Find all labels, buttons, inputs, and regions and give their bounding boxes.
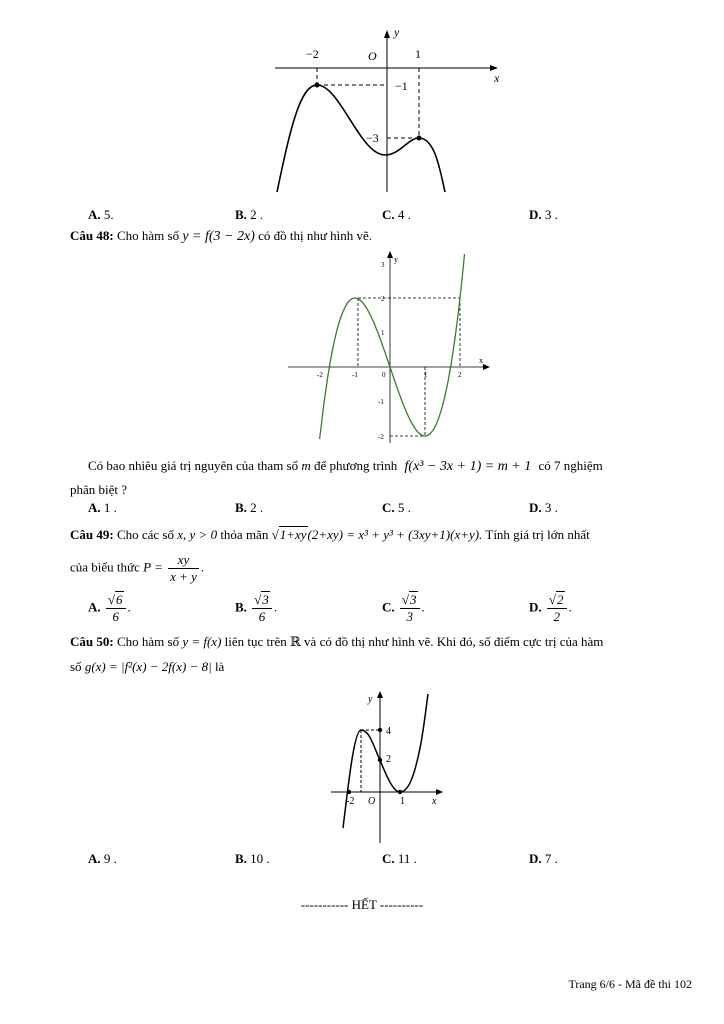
x-tick-1: 1 (424, 371, 428, 379)
x-tick-neg2: -2 (317, 371, 323, 379)
tick-neg3: −3 (366, 131, 379, 145)
q48-stem: Câu 48: Cho hàm số y = f(3 − 2x) có đồ thị như hình vẽ. (70, 228, 373, 244)
x-tick-2: 2 (458, 371, 462, 379)
y-axis-label: y (394, 255, 398, 264)
q49-option-c[interactable]: C. $\frac{√3}{3}$ . (382, 592, 425, 624)
y-tick-neg2: -2 (378, 433, 384, 441)
y-axis-label: y (368, 694, 373, 705)
tick-neg2: -2 (346, 796, 355, 807)
q49-line2: của biểu thức P = $\frac{xy}{x + y}$ . (70, 552, 205, 584)
q47-option-a[interactable]: A. 5. (88, 207, 114, 222)
x-axis-label: x (479, 356, 483, 365)
q49-stem: Câu 49: Cho các số x, y > 0 thỏa mãn √1+xy(2+xy) = x³ + y³ + (3xy+1)(x+y). Tính giá trị lớn nhất (70, 527, 590, 542)
x-tick-0: 0 (382, 371, 386, 379)
q47-option-b[interactable]: B. 2 . (235, 207, 264, 222)
figure-q47-graph (270, 20, 510, 200)
tick-4: 4 (386, 726, 391, 737)
figure-q48-graph (285, 248, 495, 448)
q49-fraction: $\frac{xy}{x + y}$ (170, 552, 197, 584)
q47-option-d[interactable]: D. 3 . (529, 207, 558, 222)
q50-option-d[interactable]: D. 7 . (529, 851, 558, 866)
q48-body-line1: Có bao nhiêu giá trị nguyên của tham số m để phương trình f(x³ − 3x + 1) = m + 1 có 7 nghiệm (88, 458, 603, 474)
q49-label: Câu 49: (70, 527, 114, 542)
q49-option-a[interactable]: A. $\frac{√6}{6}$ . (88, 592, 131, 624)
q50-option-c[interactable]: C. 11 . (382, 851, 417, 866)
y-tick-2: 2 (381, 295, 385, 303)
q48-option-b[interactable]: B. 2 . (235, 500, 264, 515)
q48-formula: y = f(3 − 2x) (182, 229, 255, 244)
q50-stem: Câu 50: Cho hàm số y = f(x) liên tục trên ℝ và có đồ thị như hình vẽ. Khi đó, số điểm cực trị của hàm (70, 634, 604, 649)
q50-option-a[interactable]: A. 9 . (88, 851, 117, 866)
y-tick-1: 1 (381, 329, 385, 337)
q48-option-d[interactable]: D. 3 . (529, 500, 558, 515)
q50-line2: số g(x) = |f²(x) − 2f(x) − 8| là (70, 659, 225, 674)
y-tick-3: 3 (381, 261, 385, 269)
q48-option-c[interactable]: C. 5 . (382, 500, 411, 515)
origin-label: O (368, 49, 377, 63)
q50-option-b[interactable]: B. 10 . (235, 851, 270, 866)
origin-label: O (368, 796, 376, 807)
q48-option-a[interactable]: A. 1 . (88, 500, 117, 515)
y-tick-neg1: -1 (378, 398, 384, 406)
end-marker: ----------- HẾT ---------- (300, 897, 424, 912)
tick-1: 1 (415, 47, 421, 61)
q48-body-line2: phân biệt ? (70, 482, 128, 497)
x-axis-label: x (432, 796, 437, 807)
page-footer: Trang 6/6 - Mã đề thi 102 (568, 977, 692, 991)
tick-neg2: −2 (306, 47, 319, 61)
tick-neg1: −1 (395, 79, 408, 93)
x-tick-neg1: -1 (352, 371, 358, 379)
q47-option-c[interactable]: C. 4 . (382, 207, 411, 222)
q48-label: Câu 48: (70, 228, 114, 243)
q48-equation: f(x³ − 3x + 1) = m + 1 (404, 459, 532, 474)
tick-2: 2 (386, 754, 391, 765)
figure-q50-graph (328, 688, 448, 848)
x-axis-label: x (494, 71, 500, 85)
y-axis-label: y (394, 25, 400, 39)
tick-1: 1 (400, 796, 405, 807)
q49-option-d[interactable]: D. $\frac{√2}{2}$ . (529, 592, 572, 624)
q50-formula: g(x) = |f²(x) − 2f(x) − 8| (84, 659, 212, 674)
q49-option-b[interactable]: B. $\frac{√3}{6}$ . (235, 592, 278, 624)
q50-label: Câu 50: (70, 634, 114, 649)
q49-equation: √1+xy(2+xy) = x³ + y³ + (3xy+1)(x+y). (271, 527, 483, 542)
